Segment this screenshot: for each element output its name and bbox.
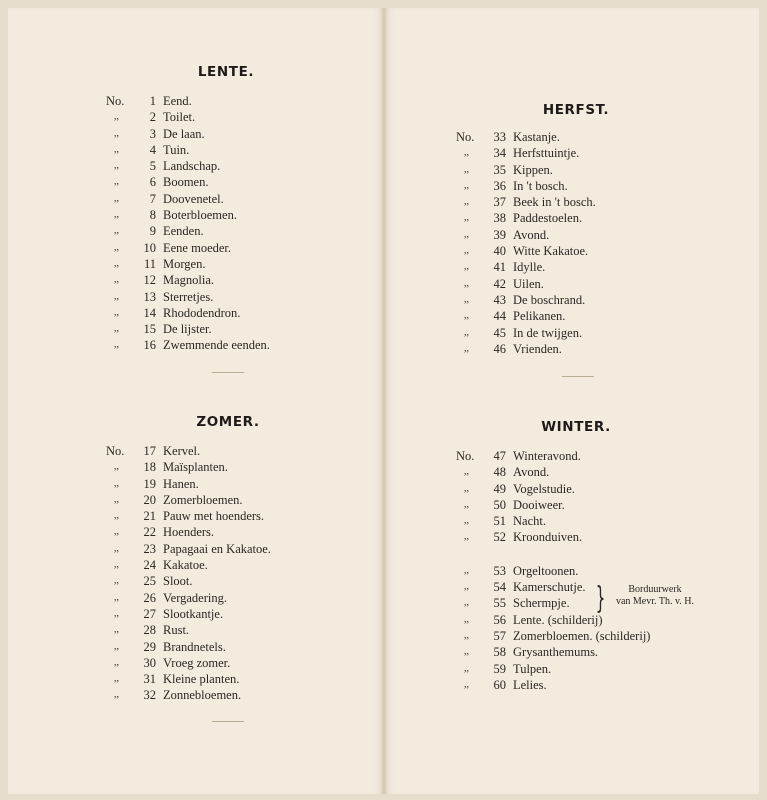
list-item — [106, 606, 350, 622]
item-number: 56 — [493, 612, 506, 627]
item-title: Beek in 't bosch. — [513, 195, 596, 210]
item-number: 51 — [493, 514, 506, 529]
item-title: Tuin. — [163, 142, 190, 157]
list-item — [106, 655, 350, 671]
item-title: Vroeg zomer. — [163, 655, 231, 670]
item-prefix: ,, — [464, 498, 469, 510]
item-prefix: ,, — [114, 526, 119, 538]
item-prefix: ,, — [464, 597, 469, 609]
list-item — [456, 162, 696, 178]
item-title: De lijster. — [163, 322, 212, 337]
item-number: 10 — [143, 240, 156, 255]
item-title: Herfsttuintje. — [513, 146, 580, 161]
item-prefix: ,, — [114, 209, 119, 221]
item-number: 36 — [493, 178, 506, 193]
item-title: Schermpje. — [513, 596, 570, 611]
item-title: Kleine planten. — [163, 672, 240, 687]
list-item — [106, 272, 346, 288]
item-prefix: ,, — [114, 461, 119, 473]
item-title: Witte Kakatoe. — [513, 244, 589, 259]
list-item — [456, 243, 696, 259]
list-item — [456, 178, 696, 194]
item-prefix: ,, — [464, 531, 469, 543]
item-number: 6 — [149, 175, 156, 190]
item-number: 32 — [143, 688, 156, 703]
item-number: 40 — [493, 244, 506, 259]
list-item — [106, 174, 346, 190]
list-item — [106, 142, 346, 158]
item-prefix: ,, — [114, 591, 119, 603]
item-title: Zonnebloemen. — [163, 688, 242, 703]
item-number: 54 — [493, 580, 506, 595]
item-number: 44 — [493, 309, 506, 324]
item-title: Slootkantje. — [163, 606, 224, 621]
item-number: 39 — [493, 227, 506, 242]
section-heading-zomer: ZOMER. — [196, 414, 260, 430]
item-number: 57 — [493, 628, 506, 643]
list-item — [106, 191, 346, 207]
list-item — [106, 109, 346, 125]
item-title: Avond. — [513, 465, 550, 480]
section-heading-winter: WINTER. — [541, 419, 611, 435]
list-item — [106, 508, 350, 524]
item-title: Doovenetel. — [163, 191, 224, 206]
item-number: 26 — [143, 590, 156, 605]
list-item — [106, 671, 350, 687]
item-prefix: ,, — [464, 564, 469, 576]
item-prefix: ,, — [114, 176, 119, 188]
list-item — [456, 497, 706, 513]
list-item — [456, 677, 706, 693]
divider-herfst — [562, 376, 594, 377]
item-title: Rust. — [163, 623, 190, 638]
item-prefix: ,, — [464, 277, 469, 289]
list-item — [456, 276, 696, 292]
item-number: 34 — [493, 146, 506, 161]
item-number: 9 — [149, 224, 156, 239]
section-heading-lente: LENTE. — [197, 64, 255, 80]
item-prefix: ,, — [114, 656, 119, 668]
item-title: Papagaai en Kakatoe. — [163, 541, 271, 556]
list-item — [106, 256, 346, 272]
item-prefix: ,, — [114, 607, 119, 619]
item-number: 24 — [143, 558, 156, 573]
list-item — [106, 207, 346, 223]
item-number: 11 — [143, 256, 156, 271]
item-title: Landschap. — [163, 159, 221, 174]
item-number: 7 — [149, 191, 156, 206]
item-title: De laan. — [163, 126, 205, 141]
item-title: In 't bosch. — [513, 178, 568, 193]
item-prefix: ,, — [114, 241, 119, 253]
item-prefix: ,, — [464, 662, 469, 674]
item-title: De boschrand. — [513, 292, 586, 307]
item-prefix: ,, — [464, 326, 469, 338]
item-number: 46 — [493, 341, 506, 356]
item-title: Eend. — [163, 94, 192, 108]
item-prefix: ,, — [114, 323, 119, 335]
embroidery-note — [605, 584, 705, 608]
list-item — [456, 259, 696, 275]
item-prefix: No. — [106, 94, 125, 108]
item-number: 28 — [143, 623, 156, 638]
item-prefix: ,, — [114, 575, 119, 587]
item-prefix: ,, — [464, 515, 469, 527]
list-item — [456, 341, 696, 357]
item-prefix: ,, — [464, 196, 469, 208]
item-prefix: ,, — [114, 306, 119, 318]
item-number: 58 — [493, 645, 506, 660]
embroidery-note-line2: van Mevr. Th. v. H. — [615, 596, 695, 607]
list-item — [456, 194, 696, 210]
list-lente — [106, 93, 346, 354]
item-title: Boterbloemen. — [163, 208, 237, 223]
item-prefix: ,, — [464, 678, 469, 690]
item-title: Vrienden. — [513, 341, 562, 356]
item-number: 41 — [493, 260, 506, 275]
item-prefix: ,, — [114, 225, 119, 237]
item-prefix: ,, — [114, 673, 119, 685]
list-item — [106, 158, 346, 174]
item-number: 20 — [143, 492, 156, 507]
list-item — [456, 325, 696, 341]
divider-lente — [212, 372, 244, 373]
item-title: Paddestoelen. — [513, 211, 583, 226]
list-item — [106, 524, 350, 540]
item-prefix: ,, — [464, 147, 469, 159]
list-item — [106, 459, 350, 475]
item-prefix: ,, — [464, 342, 469, 354]
list-item — [106, 590, 350, 606]
item-number: 8 — [149, 208, 156, 223]
list-item — [106, 93, 346, 109]
list-item — [456, 210, 696, 226]
section-zomer — [106, 414, 350, 704]
item-title: Morgen. — [163, 256, 206, 271]
item-title: Hanen. — [163, 476, 199, 491]
item-title: Lelies. — [513, 677, 547, 692]
list-item — [106, 476, 350, 492]
item-title: In de twijgen. — [513, 325, 583, 340]
item-title: Kroonduiven. — [513, 530, 583, 545]
item-number: 42 — [493, 276, 506, 291]
item-prefix: ,, — [464, 293, 469, 305]
item-number: 48 — [493, 465, 506, 480]
list-winter — [456, 448, 706, 546]
item-title: Zwemmende eenden. — [163, 338, 270, 353]
item-number: 18 — [143, 460, 156, 475]
list-item — [456, 308, 696, 324]
item-number: 49 — [493, 481, 506, 496]
item-title: Kamerschutje. — [513, 580, 586, 595]
item-title: Eene moeder. — [163, 240, 232, 255]
item-prefix: ,, — [464, 629, 469, 641]
list-gap — [456, 546, 706, 563]
list-item — [456, 464, 706, 480]
item-title: Rhododendron. — [163, 305, 241, 320]
item-prefix: ,, — [114, 143, 119, 155]
item-prefix: ,, — [464, 581, 469, 593]
item-prefix: ,, — [114, 559, 119, 571]
item-number: 30 — [143, 655, 156, 670]
page-gutter — [382, 8, 386, 794]
list-item — [456, 145, 696, 161]
list-item — [106, 492, 350, 508]
item-number: 16 — [143, 338, 156, 353]
item-number: 23 — [143, 541, 156, 556]
list-item — [106, 443, 350, 459]
item-prefix: ,, — [114, 111, 119, 123]
item-number: 22 — [143, 525, 156, 540]
item-title: Toilet. — [163, 110, 196, 125]
item-prefix: ,, — [114, 493, 119, 505]
item-number: 60 — [493, 677, 506, 692]
item-title: Kervel. — [163, 444, 201, 458]
item-title: Avond. — [513, 227, 550, 242]
list-herfst — [456, 129, 696, 357]
list-item — [456, 227, 696, 243]
list-item — [456, 612, 706, 628]
item-title: Winteravond. — [513, 449, 581, 463]
item-prefix: ,, — [114, 160, 119, 172]
list-item — [456, 129, 696, 145]
item-number: 13 — [143, 289, 156, 304]
item-title: Kastanje. — [513, 130, 560, 144]
item-title: Pelikanen. — [513, 309, 566, 324]
list-item — [106, 622, 350, 638]
item-number: 1 — [149, 94, 156, 108]
item-title: Sloot. — [163, 574, 193, 589]
item-prefix: ,, — [114, 510, 119, 522]
item-title: Orgeltoonen. — [513, 563, 579, 578]
item-number: 53 — [493, 563, 506, 578]
item-prefix: ,, — [114, 640, 119, 652]
item-number: 59 — [493, 661, 506, 676]
item-prefix: ,, — [464, 245, 469, 257]
item-title: Vergadering. — [163, 590, 227, 605]
list-item — [106, 240, 346, 256]
item-prefix: ,, — [464, 646, 469, 658]
item-number: 12 — [143, 273, 156, 288]
item-title: Idylle. — [513, 260, 546, 275]
section-lente — [106, 64, 346, 354]
item-number: 37 — [493, 195, 506, 210]
item-title: Zomerbloemen. — [163, 492, 243, 507]
list-item — [106, 541, 350, 557]
embroidery-note-line1: Borduurwerk — [628, 584, 682, 595]
item-title: Sterretjes. — [163, 289, 214, 304]
item-prefix: No. — [106, 444, 125, 458]
item-prefix: ,, — [464, 163, 469, 175]
item-number: 21 — [143, 509, 156, 524]
item-prefix: ,, — [464, 466, 469, 478]
item-prefix: ,, — [464, 613, 469, 625]
item-number: 19 — [143, 476, 156, 491]
item-prefix: ,, — [114, 477, 119, 489]
item-title: Hoenders. — [163, 525, 215, 540]
list-item — [106, 126, 346, 142]
section-winter — [456, 419, 706, 693]
item-title: Magnolia. — [163, 273, 215, 288]
item-title: Uilen. — [513, 276, 544, 291]
item-prefix: ,, — [114, 257, 119, 269]
item-number: 17 — [143, 444, 156, 458]
item-title: Kakatoe. — [163, 558, 208, 573]
item-prefix: ,, — [114, 624, 119, 636]
item-prefix: No. — [456, 449, 475, 463]
item-number: 5 — [149, 159, 156, 174]
item-number: 50 — [493, 497, 506, 512]
item-number: 33 — [493, 130, 506, 144]
item-prefix: ,, — [464, 179, 469, 191]
item-prefix: ,, — [464, 261, 469, 273]
list-item — [106, 305, 346, 321]
list-zomer — [106, 443, 350, 704]
item-number: 55 — [493, 596, 506, 611]
item-prefix: ,, — [114, 192, 119, 204]
item-prefix: ,, — [114, 542, 119, 554]
item-number: 52 — [493, 530, 506, 545]
list-item — [106, 223, 346, 239]
item-prefix: ,, — [114, 290, 119, 302]
item-number: 38 — [493, 211, 506, 226]
item-number: 31 — [143, 672, 156, 687]
list-item — [456, 292, 696, 308]
embroidery-brace: } — [595, 581, 606, 616]
list-item — [456, 563, 706, 579]
item-number: 4 — [149, 142, 156, 157]
item-prefix: ,, — [464, 310, 469, 322]
item-number: 45 — [493, 325, 506, 340]
item-number: 25 — [143, 574, 156, 589]
item-title: Lente. (schilderij) — [513, 612, 603, 627]
item-number: 27 — [143, 606, 156, 621]
item-prefix: ,, — [464, 482, 469, 494]
list-item — [456, 481, 706, 497]
section-herfst — [456, 102, 696, 357]
item-title: Boomen. — [163, 175, 209, 190]
item-prefix: No. — [456, 130, 475, 144]
list-item — [106, 337, 346, 353]
item-number: 43 — [493, 292, 506, 307]
list-item — [106, 573, 350, 589]
item-title: Tulpen. — [513, 661, 552, 676]
divider-zomer — [212, 721, 244, 722]
item-title: Brandnetels. — [163, 639, 226, 654]
item-title: Kippen. — [513, 162, 553, 177]
item-title: Dooiweer. — [513, 497, 565, 512]
list-item — [106, 321, 346, 337]
item-number: 2 — [149, 110, 156, 125]
list-item — [456, 644, 706, 660]
item-title: Eenden. — [163, 224, 204, 239]
item-title: Maïsplanten. — [163, 460, 228, 475]
item-number: 29 — [143, 639, 156, 654]
list-item — [106, 289, 346, 305]
item-prefix: ,, — [464, 212, 469, 224]
item-prefix: ,, — [114, 274, 119, 286]
section-heading-herfst: HERFST. — [542, 102, 610, 118]
list-item — [456, 513, 706, 529]
item-title: Vogelstudie. — [513, 481, 575, 496]
item-prefix: ,, — [464, 228, 469, 240]
item-number: 47 — [493, 449, 506, 463]
item-prefix: ,, — [114, 339, 119, 351]
list-item — [456, 661, 706, 677]
list-item — [456, 448, 706, 464]
list-item — [106, 687, 350, 703]
item-number: 3 — [149, 126, 156, 141]
item-number: 35 — [493, 162, 506, 177]
item-prefix: ,, — [114, 689, 119, 701]
list-item — [106, 557, 350, 573]
item-title: Zomerbloemen. (schilderij) — [513, 628, 651, 643]
list-winter-extra — [456, 563, 706, 693]
list-item — [106, 639, 350, 655]
item-title: Grysanthemums. — [513, 645, 599, 660]
item-title: Pauw met hoenders. — [163, 509, 265, 524]
list-item — [456, 628, 706, 644]
item-number: 15 — [143, 322, 156, 337]
item-prefix: ,, — [114, 127, 119, 139]
item-title: Nacht. — [513, 514, 546, 529]
item-number: 14 — [143, 305, 156, 320]
list-item — [456, 529, 706, 545]
